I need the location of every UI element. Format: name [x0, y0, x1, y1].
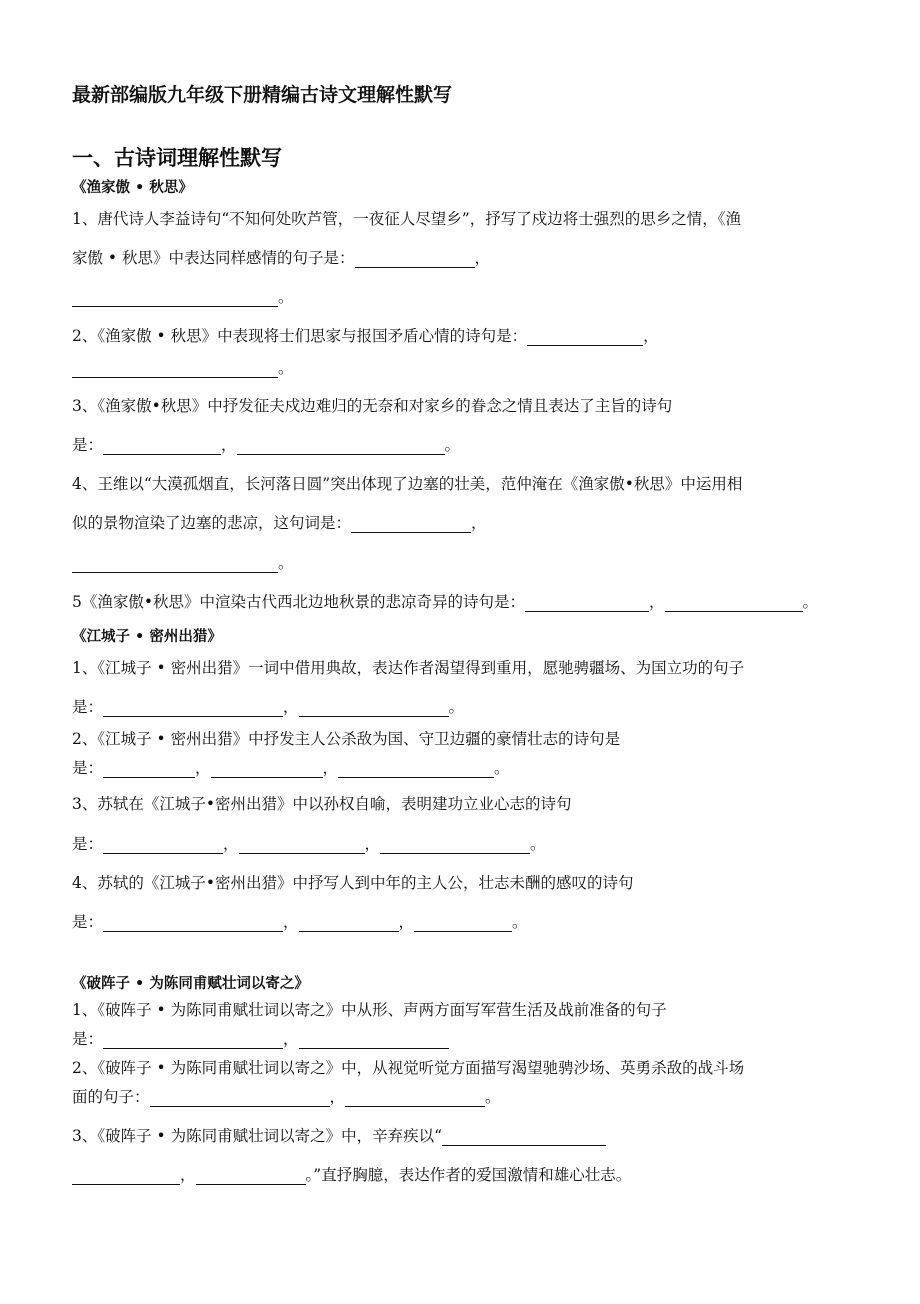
- answer-blank[interactable]: [103, 837, 223, 854]
- punctuation: ，: [474, 249, 491, 267]
- question-row: [72, 1087, 501, 1107]
- question-row: [72, 358, 294, 378]
- answer-blank[interactable]: [299, 915, 399, 932]
- answer-blank[interactable]: [239, 837, 365, 854]
- punctuation: 。: [448, 698, 465, 716]
- punctuation: 。: [512, 913, 528, 931]
- answer-blank[interactable]: [665, 595, 803, 612]
- question-text: 4、苏轼的《江城子•密州出猎》中抒写人到中年的主人公，壮志未酬的感叹的诗句: [72, 874, 634, 892]
- question-row: [72, 1165, 631, 1185]
- punctuation: 。: [278, 554, 294, 572]
- punctuation: ，: [283, 698, 299, 716]
- punctuation: ，: [283, 1030, 299, 1048]
- answer-blank[interactable]: [380, 837, 530, 854]
- question-text: 5《渔家傲•秋思》中渲染古代西北边地秋景的悲凉奇异的诗句是：: [72, 593, 526, 611]
- question-text: 是：: [72, 436, 104, 454]
- question-row: [72, 553, 294, 573]
- answer-blank[interactable]: [527, 329, 643, 346]
- punctuation: 。: [802, 593, 819, 611]
- question-text: 4、王维以“大漠孤烟直，长河落日圆”突出体现了边塞的壮美，范仲淹在《渔家傲•秋思》中运用相: [72, 475, 743, 493]
- answer-blank[interactable]: [299, 1032, 449, 1049]
- answer-blank[interactable]: [351, 516, 471, 533]
- poem-title-yujiaao: 《渔家傲 • 秋思》: [72, 180, 193, 196]
- question-text: 3、苏轼在《江城子•密州出猎》中以孙权自喻，表明建功立业心志的诗句: [72, 795, 572, 813]
- question-text: 似的景物渲染了边塞的悲凉，这句词是：: [72, 514, 352, 532]
- punctuation: ，: [195, 759, 211, 777]
- answer-blank[interactable]: [103, 700, 283, 717]
- punctuation: ，: [223, 835, 239, 853]
- punctuation: 。: [494, 759, 510, 777]
- answer-blank[interactable]: [103, 1032, 283, 1049]
- answer-blank[interactable]: [103, 438, 221, 455]
- answer-blank[interactable]: [72, 1168, 180, 1185]
- question-text: 1、《江城子 • 密州出猎》一词中借用典故，表达作者渴望得到重用，愿驰骋疆场、为国立功的句子: [72, 659, 745, 677]
- punctuation: 。: [444, 436, 461, 454]
- question-row: [72, 326, 659, 346]
- answer-blank[interactable]: [299, 700, 449, 717]
- answer-blank[interactable]: [414, 915, 512, 932]
- punctuation: ，: [283, 913, 299, 931]
- question-text: 3、《渔家傲•秋思》中抒发征夫戍边难归的无奈和对家乡的眷念之情且表达了主旨的诗句: [72, 397, 673, 415]
- question-row: [72, 248, 490, 268]
- question-text: 面的句子：: [72, 1088, 150, 1106]
- answer-blank[interactable]: [72, 290, 278, 307]
- punctuation: ，: [649, 593, 665, 611]
- question-text: 是：: [72, 1030, 104, 1048]
- question-text: 是：: [72, 759, 104, 777]
- punctuation: ，: [329, 1088, 346, 1106]
- punctuation: ，: [221, 436, 237, 454]
- section-heading: 一、古诗词理解性默写: [72, 146, 282, 170]
- question-text: 2、《破阵子 • 为陈同甫赋壮词以寄之》中，从视觉听觉方面描写渴望驰骋沙场、英勇杀敌的战斗场: [72, 1059, 745, 1077]
- punctuation: 。: [485, 1088, 501, 1106]
- answer-blank[interactable]: [338, 761, 494, 778]
- question-text: 1、唐代诗人李益诗句“不知何处吹芦管，一夜征人尽望乡”，抒写了戍边将士强烈的思乡之情，《渔: [72, 210, 741, 228]
- answer-blank[interactable]: [72, 556, 278, 573]
- question-row: [72, 912, 528, 932]
- answer-blank[interactable]: [355, 251, 475, 268]
- punctuation: ，: [180, 1166, 196, 1184]
- answer-blank[interactable]: [150, 1090, 330, 1107]
- question-text: 是：: [72, 698, 104, 716]
- punctuation: 。: [278, 288, 294, 306]
- question-row: [72, 1029, 449, 1049]
- answer-blank[interactable]: [345, 1090, 485, 1107]
- punctuation: 。: [278, 359, 294, 377]
- answer-blank[interactable]: [525, 595, 649, 612]
- document-title: 最新部编版九年级下册精编古诗文理解性默写: [72, 84, 453, 106]
- question-text: 是：: [72, 835, 104, 853]
- punctuation: ，: [471, 514, 487, 532]
- question-row: [72, 435, 460, 455]
- poem-title-pozhenzi: 《破阵子 • 为陈同甫赋壮词以寄之》: [72, 976, 309, 992]
- question-row: [72, 697, 464, 717]
- answer-blank[interactable]: [72, 361, 278, 378]
- question-text: 3、《破阵子 • 为陈同甫赋壮词以寄之》中，辛弃疾以“: [72, 1127, 443, 1145]
- question-row: [72, 513, 487, 533]
- question-text: 是：: [72, 913, 104, 931]
- question-text: ”直抒胸臆，表达作者的爱国激情和雄心壮志。: [313, 1166, 632, 1184]
- answer-blank[interactable]: [103, 761, 195, 778]
- punctuation: ，: [322, 759, 339, 777]
- answer-blank[interactable]: [196, 1168, 306, 1185]
- question-row: [72, 758, 510, 778]
- punctuation: 。: [305, 1166, 314, 1184]
- question-text: 家傲 • 秋思》中表达同样感情的句子是：: [72, 249, 355, 267]
- punctuation: ，: [398, 913, 415, 931]
- question-row: [72, 592, 818, 612]
- answer-blank[interactable]: [237, 438, 445, 455]
- punctuation: 。: [530, 835, 546, 853]
- answer-blank[interactable]: [442, 1129, 606, 1146]
- question-row: [72, 1126, 606, 1146]
- punctuation: ，: [643, 327, 659, 345]
- question-text: 2、《渔家傲 • 秋思》中表现将士们思家与报国矛盾心情的诗句是：: [72, 327, 528, 345]
- answer-blank[interactable]: [103, 915, 283, 932]
- punctuation: ，: [364, 835, 381, 853]
- question-text: 1、《破阵子 • 为陈同甫赋壮词以寄之》中从形、声两方面写军营生活及战前准备的句子: [72, 1001, 667, 1019]
- question-row: [72, 287, 294, 307]
- question-row: [72, 834, 546, 854]
- poem-title-jiangchengzi: 《江城子 • 密州出猎》: [72, 629, 222, 645]
- answer-blank[interactable]: [211, 761, 323, 778]
- question-text: 2、《江城子 • 密州出猎》中抒发主人公杀敌为国、守卫边疆的豪情壮志的诗句是: [72, 730, 621, 748]
